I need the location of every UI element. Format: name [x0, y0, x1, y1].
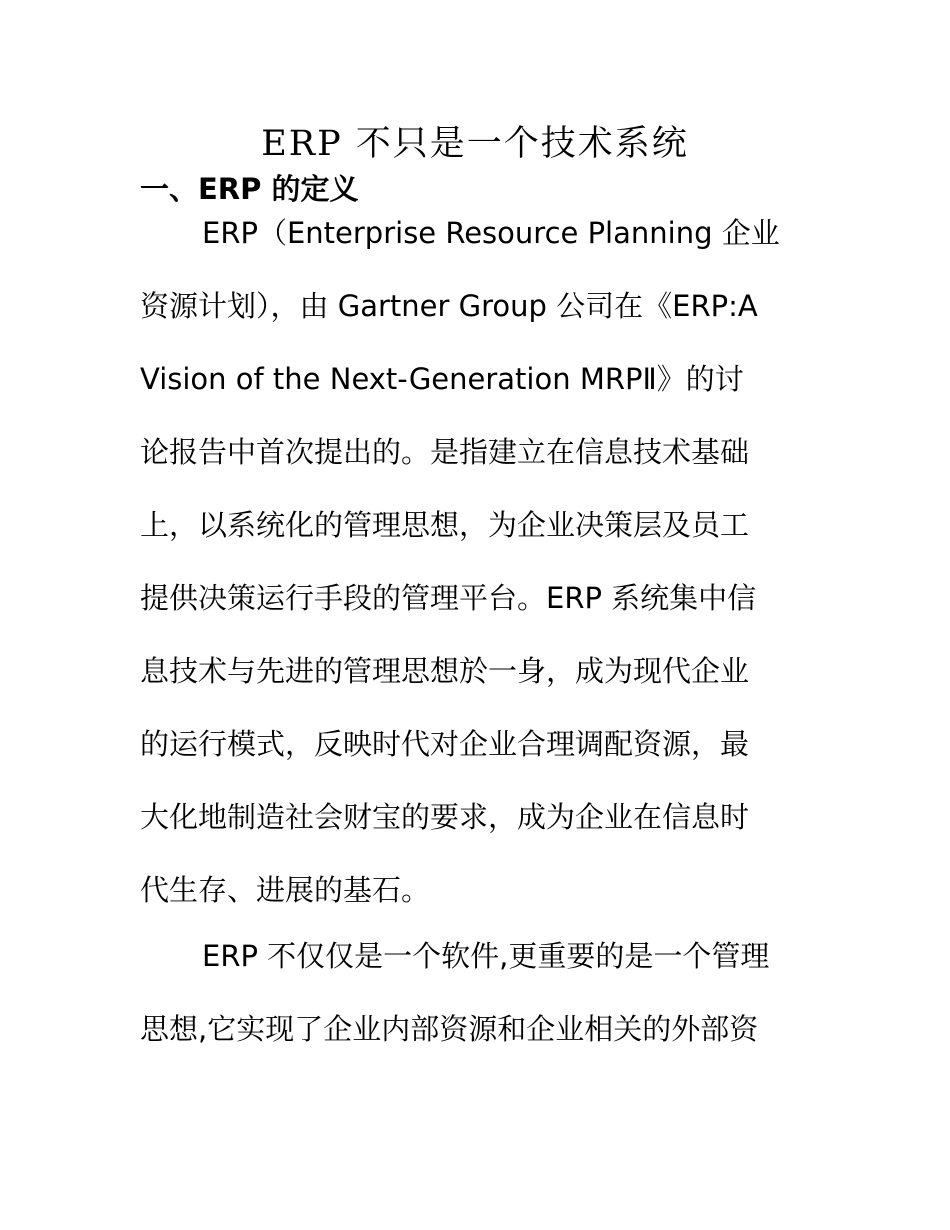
- paragraph-line: 提供决策运行手段的管理平台。ERP 系统集中信: [140, 581, 757, 615]
- paragraph-line: ERP 不仅仅是一个软件,更重要的是一个管理: [202, 939, 770, 973]
- section-heading: 一、ERP 的定义: [140, 172, 359, 206]
- paragraph-line: Vision of the Next-Generation MRPⅡ》的讨: [140, 362, 744, 396]
- paragraph-line: 息技术与先进的管理思想於一身，成为现代企业: [140, 654, 750, 688]
- paragraph-line: 资源计划），由 Gartner Group 公司在《ERP:A: [140, 289, 758, 323]
- document-title: ERP 不只是一个技术系统: [261, 124, 689, 164]
- paragraph-line: 思想,它实现了企业内部资源和企业相关的外部资: [140, 1012, 759, 1046]
- paragraph-line: ERP（Enterprise Resource Planning 企业: [202, 216, 780, 250]
- paragraph-line: 上，以系统化的管理思想，为企业决策层及员工: [140, 508, 750, 542]
- paragraph-line: 论报告中首次提出的。是指建立在信息技术基础: [140, 435, 750, 469]
- paragraph-line: 代生存、进展的基石。: [140, 873, 431, 907]
- paragraph-erp-management: [140, 920, 810, 1066]
- paragraph-line: 的运行模式，反映时代对企业合理调配资源，最: [140, 727, 750, 761]
- paragraph-erp-definition: [140, 197, 810, 927]
- paragraph-line: 大化地制造社会财宝的要求，成为企业在信息时: [140, 800, 750, 834]
